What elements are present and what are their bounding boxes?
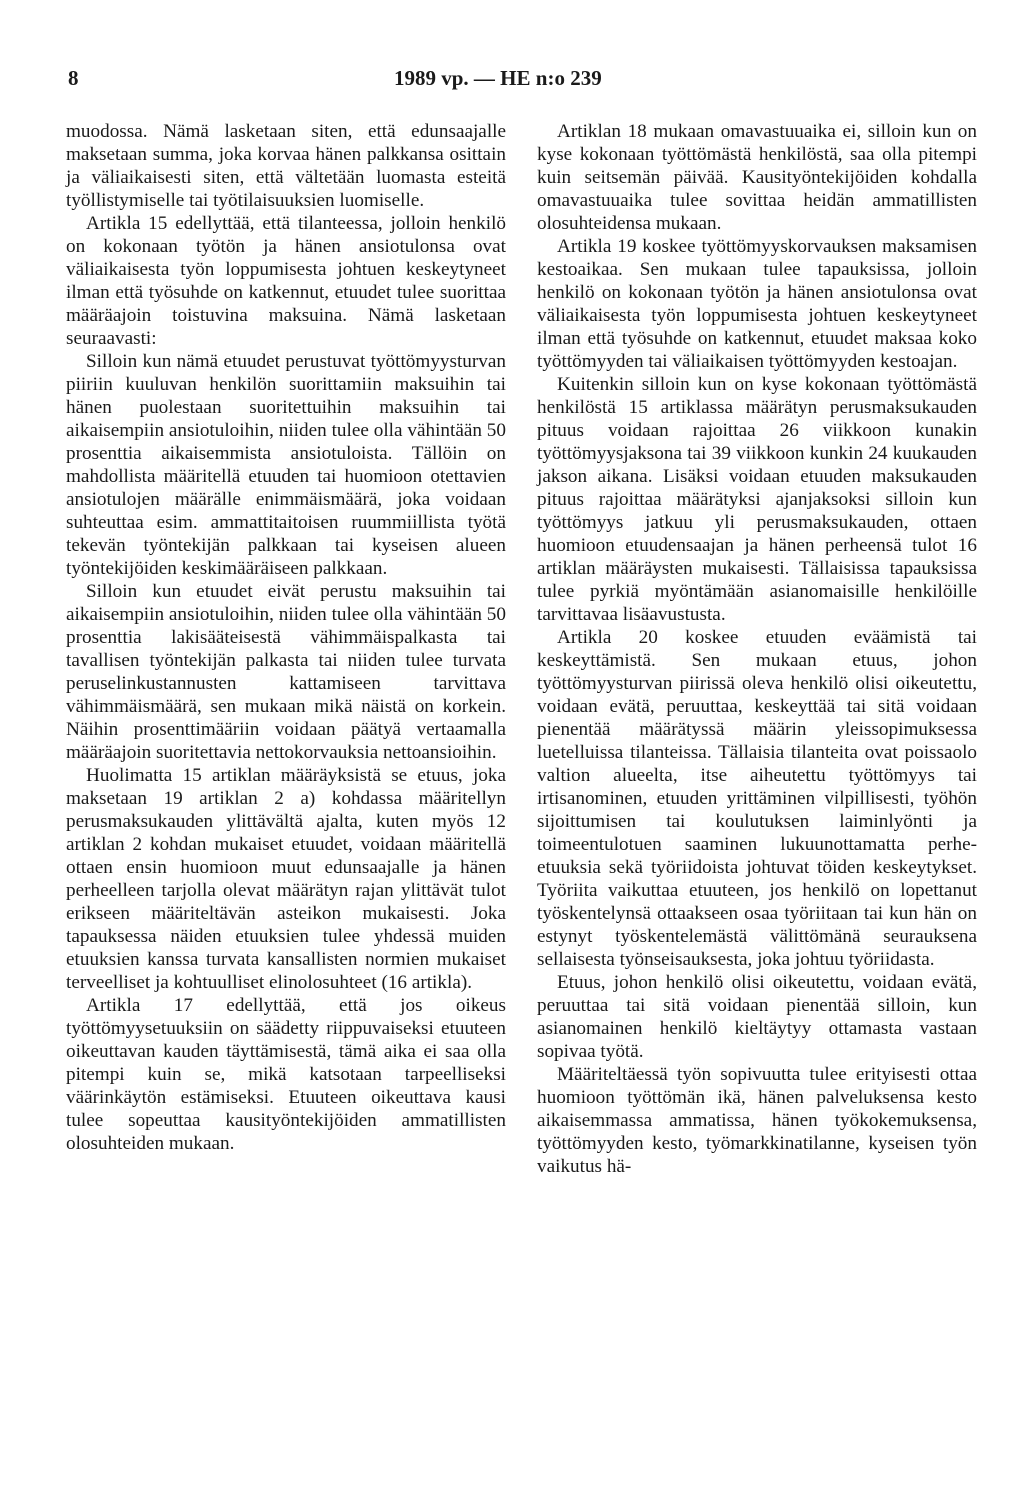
paragraph: Artikla 15 edellyttää, että tilanteessa, jolloin henkilö on kokonaan työtön ja hänen ansiotulonsa ovat väliaikaisesta työn loppumisesta johtuen keskeytyneet ilman että työsuhde on katkennut, etuudet tulee suorittaa määräajoin toistuvina maksuina. Nämä lasketaan seuraavasti:: [66, 213, 506, 349]
page-number: 8: [68, 66, 79, 90]
paragraph: Etuus, johon henkilö olisi oikeutettu, voidaan evätä, peruuttaa tai sitä voidaan pienentää silloin, kun asianomainen henkilö kieltäytyy ottamasta vastaan sopivaa työtä.: [537, 972, 977, 1062]
paragraph: Silloin kun etuudet eivät perustu maksuihin tai aikaisempiin ansiotuloihin, niiden tulee olla vähintään 50 prosenttia lakisääteisestä vähimmäispalkasta tai tavallisen työntekijän palkasta tai niiden tulee turvata peruselinkustannusten kattamiseen tarvittava vähimmäismäärä, sen mukaan mikä näistä on korkein. Näihin prosenttimääriin voidaan päätyä vertaamalla määräajoin suoritettavia nettokorvauksia nettoansioihin.: [66, 581, 506, 763]
paragraph: muodossa. Nämä lasketaan siten, että edunsaajalle maksetaan summa, joka korvaa hänen palkkansa osittain ja väliaikaisesti siten, että vältetään luomasta esteitä työllistymiselle tai työtilaisuuksien luomiselle.: [66, 121, 506, 211]
paragraph: Artikla 17 edellyttää, että jos oikeus työttömyysetuuksiin on säädetty riippuvaiseksi etuuteen oikeuttavan kauden täyttämisestä, tämä aika ei saa olla pitempi kuin se, mikä katsotaan tarpeelliseksi väärinkäytön estämiseksi. Etuuteen oikeuttava kausi tulee sopeuttaa kausityöntekijöiden ammatillisten olosuhteiden mukaan.: [66, 995, 506, 1154]
paragraph: Kuitenkin silloin kun on kyse kokonaan työttömästä henkilöstä 15 artiklassa määrätyn perusmaksukauden pituus voidaan rajoittaa 26 viikkoon kunakin työttömyysjaksona tai 39 viikkoon kunkin 24 kuukauden jakson aikana. Lisäksi voidaan etuuden maksukauden pituus rajoittaa määrätyksi ajanjaksoksi silloin kun työttömyys jatkuu yli perusmaksukauden, ottaen huomioon etuudensaajan ja hänen perheensä tulot 16 artiklan määräysten mukaisesti. Tällaisissa tapauksissa tulee pyrkiä myöntämään asianomaisille henkilöille tarvittavaa lisäavustusta.: [537, 374, 977, 625]
paragraph: Silloin kun nämä etuudet perustuvat työttömyysturvan piiriin kuuluvan henkilön suorittamiin maksuihin tai hänen puolestaan suoritettuihin maksuihin tai aikaisempiin ansiotuloihin, niiden tulee olla vähintään 50 prosenttia aikaisemmista ansiotuloista. Tällöin on mahdollista määritellä etuuden tai huomioon otettavien ansiotulojen määrälle enimmäismäärä, joka voidaan suhteuttaa esim. ammattitaitoisen ruummiillista työtä tekevän työntekijän palkkaan tai kyseisen alueen työntekijöiden keskimääräiseen palkkaan.: [66, 351, 506, 579]
paragraph: Määriteltäessä työn sopivuutta tulee erityisesti ottaa huomioon työttömän ikä, hänen palveluksensa kesto aikaisemmassa ammatissa, hänen työkokemuksensa, työttömyyden kesto, työmarkkinatilanne, kyseisen työn vaikutus hä-: [537, 1064, 977, 1177]
paragraph: Huolimatta 15 artiklan määräyksistä se etuus, joka maksetaan 19 artiklan 2 a) kohdassa määritellyn perusmaksukauden ylittävältä ajalta, kuten myös 12 artiklan 2 kohdan mukaiset etuudet, voidaan määritellä ottaen ensin huomioon muut edunsaajalle ja hänen perheelleen tarjolla olevat määrätyn rajan ylittävät tulot erikseen määriteltävän asteikon mukaisesti. Joka tapauksessa näiden etuuksien tulee yhdessä muiden etuuksien kanssa turvata kansallisten normien mukaiset terveelliset ja kohtuulliset elinolosuhteet (16 artikla).: [66, 765, 506, 993]
right-column: [537, 120, 977, 1178]
running-head: 1989 vp. — HE n:o 239: [394, 66, 602, 90]
left-column: [66, 120, 506, 1155]
paragraph: Artiklan 18 mukaan omavastuuaika ei, silloin kun on kyse kokonaan työttömästä henkilöstä, saa olla pitempi kuin seitsemän päivää. Kausityöntekijöiden kohdalla omavastuuaika tulee sovittaa heidän ammatillisten olosuhteidensa mukaan.: [537, 121, 977, 234]
paragraph: Artikla 20 koskee etuuden eväämistä tai keskeyttämistä. Sen mukaan etuus, johon työttömyysturvan piirissä oleva henkilö olisi oikeutettu, voidaan evätä, peruuttaa, keskeyttää tai sitä voidaan pienentää määrätyssä määrin yleissopimuksessa luetelluissa tilanteissa. Tällaisia tilanteita ovat poissaolo valtion alueelta, itse aiheutettu työttömyys tai irtisanominen, etuuden yrittäminen vilpillisesti, työhön sijoittumisen tai koulutuksen laiminlyönti ja toimeentulotuen saaminen lukuunottamatta perhe-etuuksia sekä työriidoista johtuvat töiden keskeytykset. Työriita vaikuttaa etuuteen, jos henkilö on lopettanut työskentelynsä ottaakseen osaa työriitaan tai kun hän on estynyt työskentelemästä välittömänä seurauksena sellaisesta työnseisauksesta, joka johtuu työriidasta.: [537, 627, 977, 970]
page-header: [68, 66, 968, 94]
paragraph: Artikla 19 koskee työttömyyskorvauksen maksamisen kestoaikaa. Sen mukaan tulee tapauksissa, jolloin henkilö on kokonaan työtön ja hänen ansiotulonsa ovat väliaikaisesta työn loppumisesta johtuen keskeytyneet ilman että työsuhde on katkennut, etuudet maksaa koko työttömyyden tai väliaikaisen työttömyyden kestoajan.: [537, 236, 977, 372]
